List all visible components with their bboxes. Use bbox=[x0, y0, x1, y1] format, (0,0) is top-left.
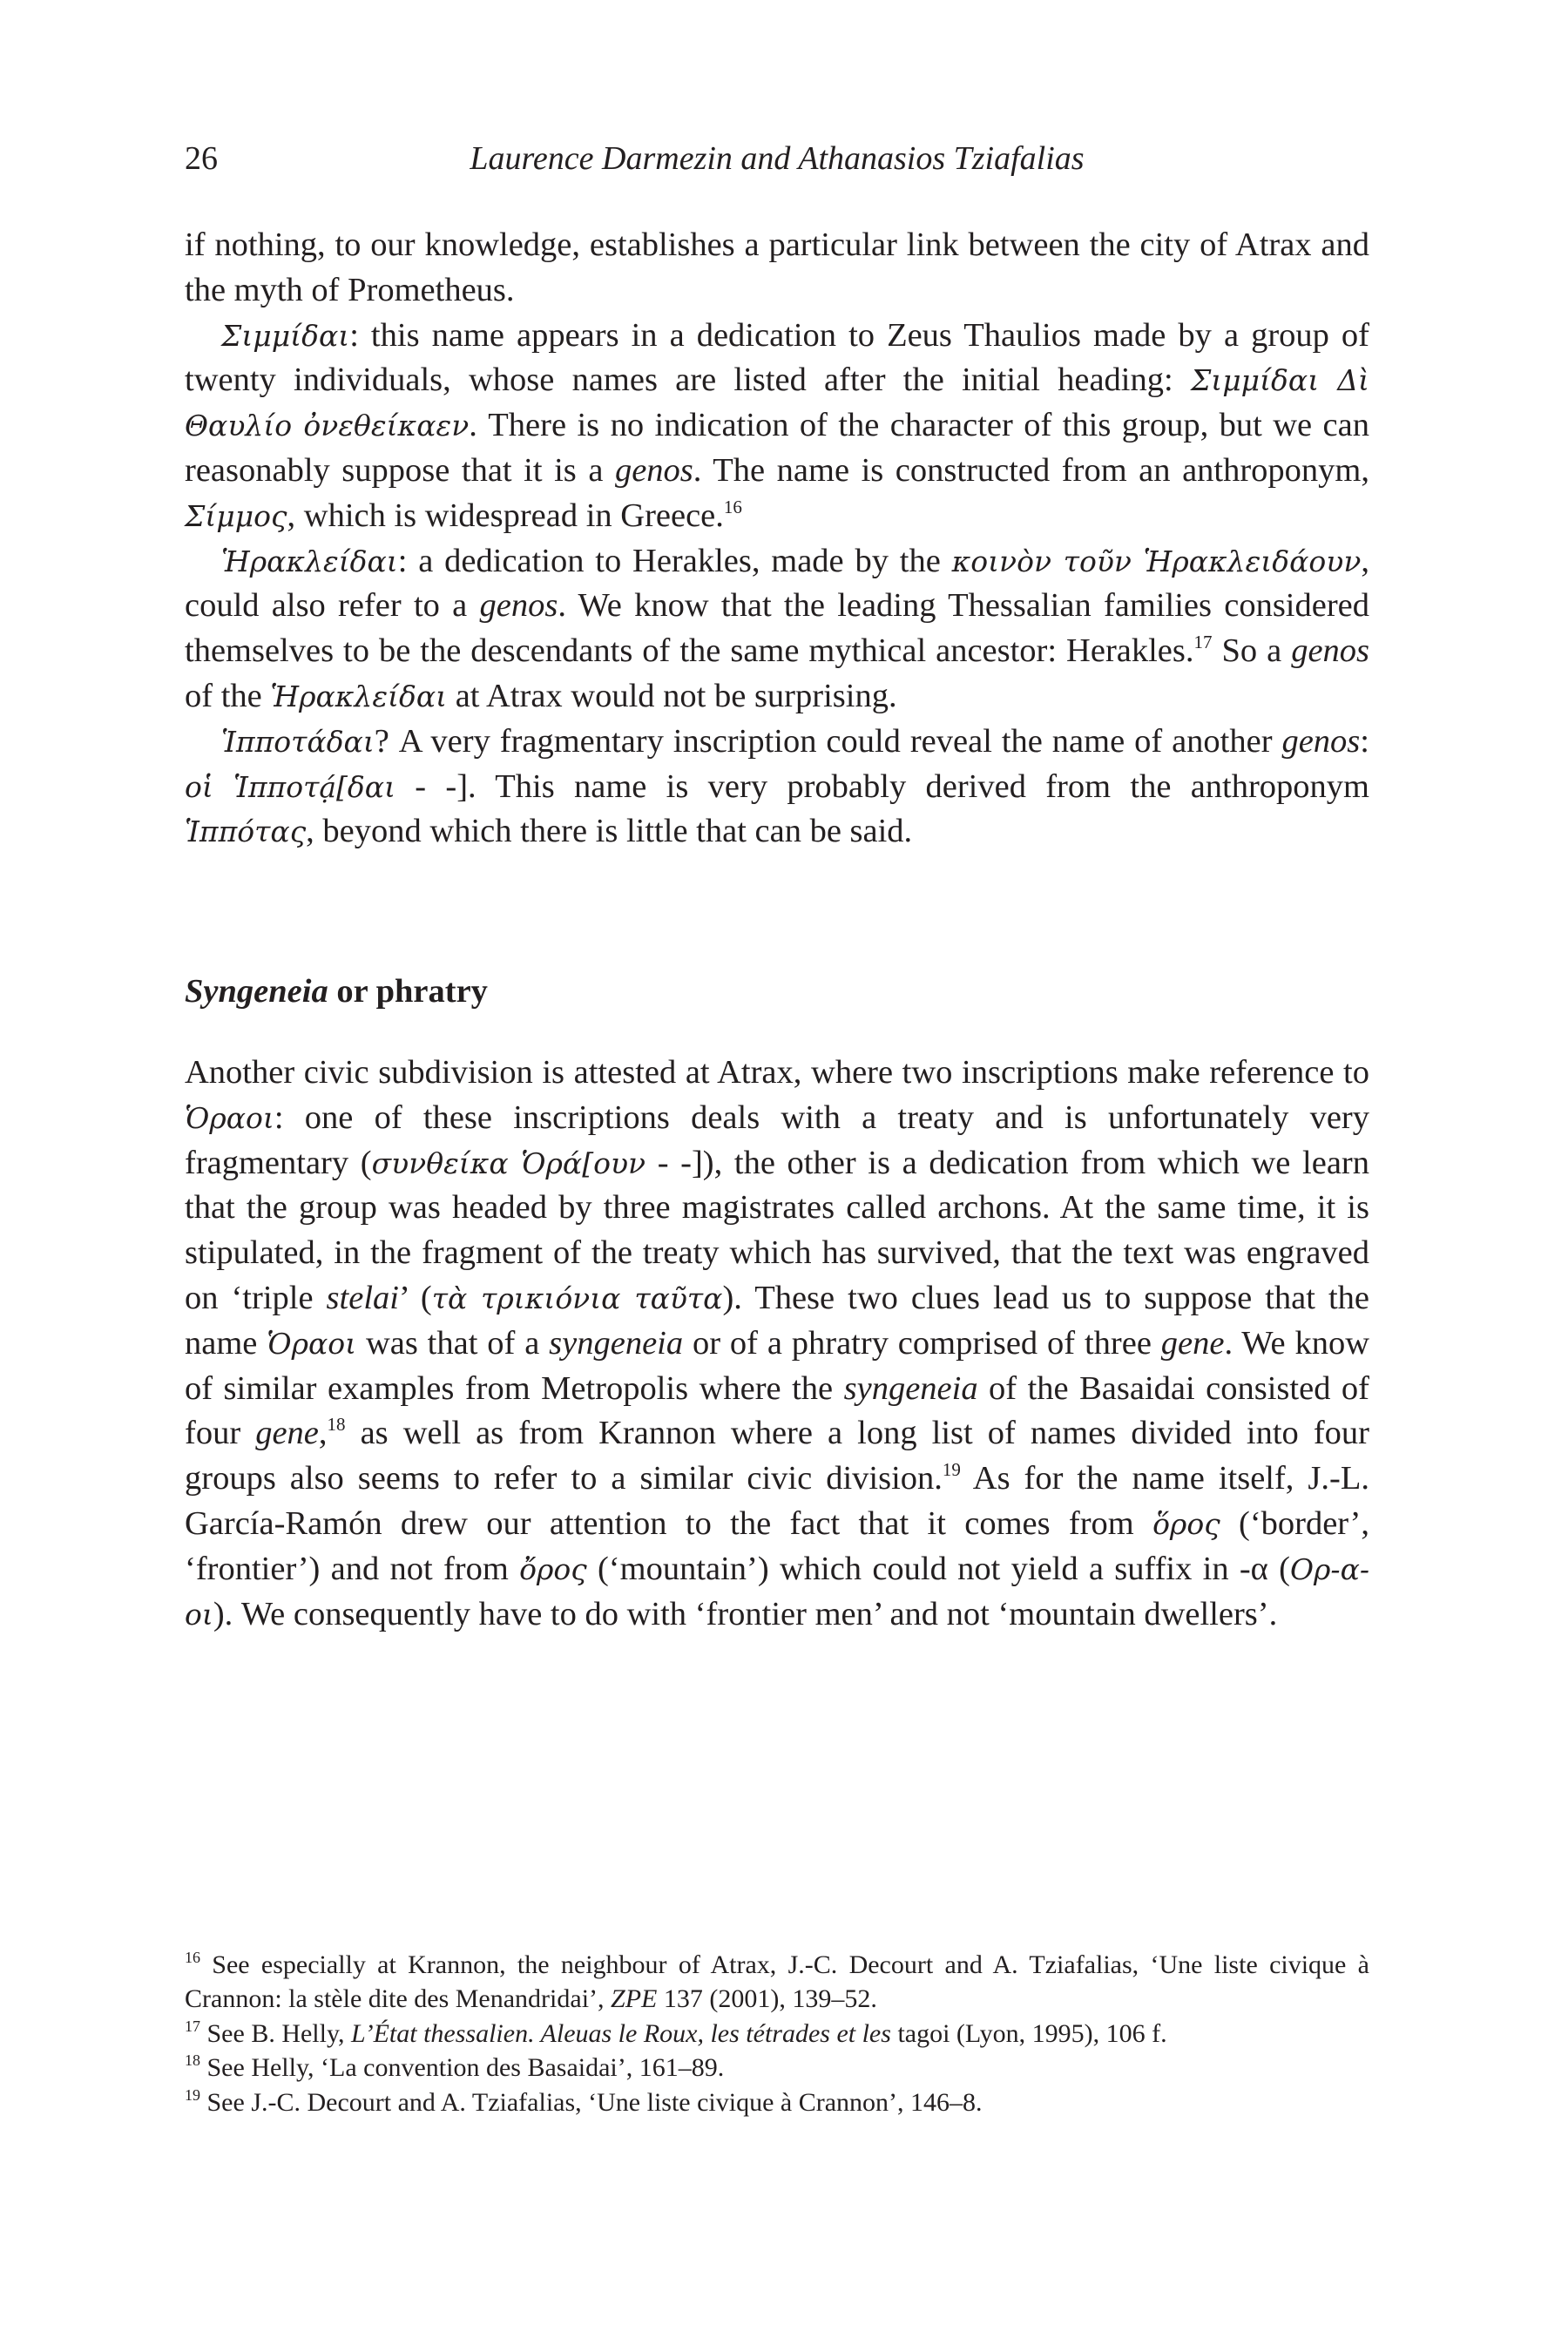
running-head bbox=[185, 132, 1369, 185]
greek-term: Ἡρακλείδαι bbox=[270, 679, 448, 713]
footnote-ref[interactable]: 17 bbox=[1193, 632, 1213, 653]
paragraph-herakleidai: Ἡρακλείδαι: a dedication to Herakles, made by the κοινὸν τοῦν Ἡρακλειδάουν, could also refer to a genos. We know that the leading Thessalian families considered themselves to be the descendants of the same mythical ancestor: Herakles.$^{17}$ So a genos of the Ἡρακλείδαι at Atrax would not be surprising. bbox=[185, 542, 1370, 714]
page-number: 26 bbox=[185, 140, 218, 177]
footnote-16: $^{16}$ See especially at Krannon, the neighbour of Atrax, J.-C. Decourt and A. Tziafalias, ‘Une liste civique à Crannon: la stèle dite des Menandridai’, ZPE 137 (2001), 139–52. bbox=[185, 1949, 1369, 2014]
footnote-19: $^{19}$ See J.-C. Decourt and A. Tziafalias, ‘Une liste civique à Crannon’, 146–8. bbox=[185, 2085, 983, 2117]
paragraph-horaoi: Another civic subdivision is attested at Atrax, where two inscriptions make reference to Ὁραοι: one of these inscriptions deals with a treaty and is unfortunately very fragmentary (συνθείκα Ὁρά[ουν - -]), the other is a dedication from which we learn that the group was headed by three magistrates called archons. At the same time, it is stipulated, in the fragment of the treaty which has survived, that the text was engraved on ‘triple stelai’ (τὰ τρικιόνια ταῦτα). These two clues lead us to suppose that the name Ὁραοι was that of a syngeneia or of a phratry comprised of three gene. We know of similar examples from Metropolis where the syngeneia of the Basaidai consisted of four gene,$^{18}$ as well as from Krannon where a long list of names divided into four groups also seems to refer to a similar civic division.$^{19}$ As for the name itself, J.-L. García-Ramón drew our attention to the fact that it comes from ὅρος (‘border’, ‘frontier’) and not from ὄρος (‘mountain’) which could not yield a suffix in -α (Ορ-α-οι). We consequently have to do with ‘frontier men’ and not ‘mountain dwellers’. bbox=[185, 1054, 1370, 1632]
running-head-authors: Laurence Darmezin and Athanasios Tziafalias bbox=[470, 140, 1085, 177]
footnote-ref[interactable]: 16 bbox=[723, 496, 742, 517]
greek-term: Ὁραοι bbox=[267, 1326, 357, 1361]
greek-term: Ορ-α-οι bbox=[185, 1551, 1370, 1632]
greek-quote: κοινὸν τοῦν Ἡρακλειδάουν bbox=[951, 544, 1362, 578]
footnote-ref[interactable]: 18 bbox=[327, 1414, 346, 1436]
greek-term: ὅρος bbox=[1152, 1506, 1220, 1541]
paragraph-prometheus: if nothing, to our knowledge, establishes a particular link between the city of Atrax and the myth of Prometheus. bbox=[185, 226, 1369, 308]
greek-quote: Σιμμίδαι Δὶ Θαυλίο ὀνεθείκαεν bbox=[185, 363, 1370, 443]
greek-quote: τὰ τρικιόνια ταῦτα bbox=[431, 1281, 723, 1315]
greek-term: ὄρος bbox=[519, 1551, 587, 1586]
greek-quote: συνθείκα Ὁρά[ουν bbox=[371, 1146, 646, 1180]
greek-term: Ὁραοι bbox=[185, 1100, 274, 1135]
footnote-17: $^{17}$ See B. Helly, L’État thessalien. Aleuas le Roux, les tétrades et les tagoi (Lyon, 1995), 106 f. bbox=[185, 2017, 1167, 2048]
body-text-lower bbox=[185, 1051, 1369, 1637]
greek-quote: οἱ Ἱπποτạ́[δαι bbox=[185, 769, 396, 804]
greek-term: Ἡρακλείδαι bbox=[221, 544, 398, 578]
paragraph-simmidai: Σιμμίδαι: this name appears in a dedication to Zeus Thaulios made by a group of twenty individuals, whose names are listed after the initial heading: Σιμμίδαι Δὶ Θαυλίο ὀνεθείκαεν. There is no indication of the character of this group, but we can reasonably suppose that it is a genos. The name is constructed from an anthroponym, Σίμμος, which is widespread in Greece.$^{16}$ bbox=[185, 316, 1370, 534]
footnote-ref[interactable]: 19 bbox=[942, 1459, 961, 1481]
greek-term: Ἱπποτάδαι bbox=[221, 724, 375, 759]
section-heading: Syngeneia or phratry bbox=[185, 973, 488, 1010]
body-text-upper bbox=[185, 223, 1369, 855]
footnotes bbox=[185, 1948, 1369, 2119]
footnote-18: $^{18}$ See Helly, ‘La convention des Basaidai’, 161–89. bbox=[185, 2051, 725, 2083]
paragraph-hippotadai: Ἱπποτάδαι? A very fragmentary inscription could reveal the name of another genos: οἱ Ἱπποτạ́[δαι - -]. This name is very probably derived from the anthroponym Ἱππότας, beyond which there is little that can be said. bbox=[185, 722, 1369, 850]
greek-term: Ἱππότας bbox=[185, 814, 307, 849]
greek-term: Σίμμος bbox=[185, 498, 287, 533]
greek-term: Σιμμίδαι bbox=[221, 318, 350, 353]
